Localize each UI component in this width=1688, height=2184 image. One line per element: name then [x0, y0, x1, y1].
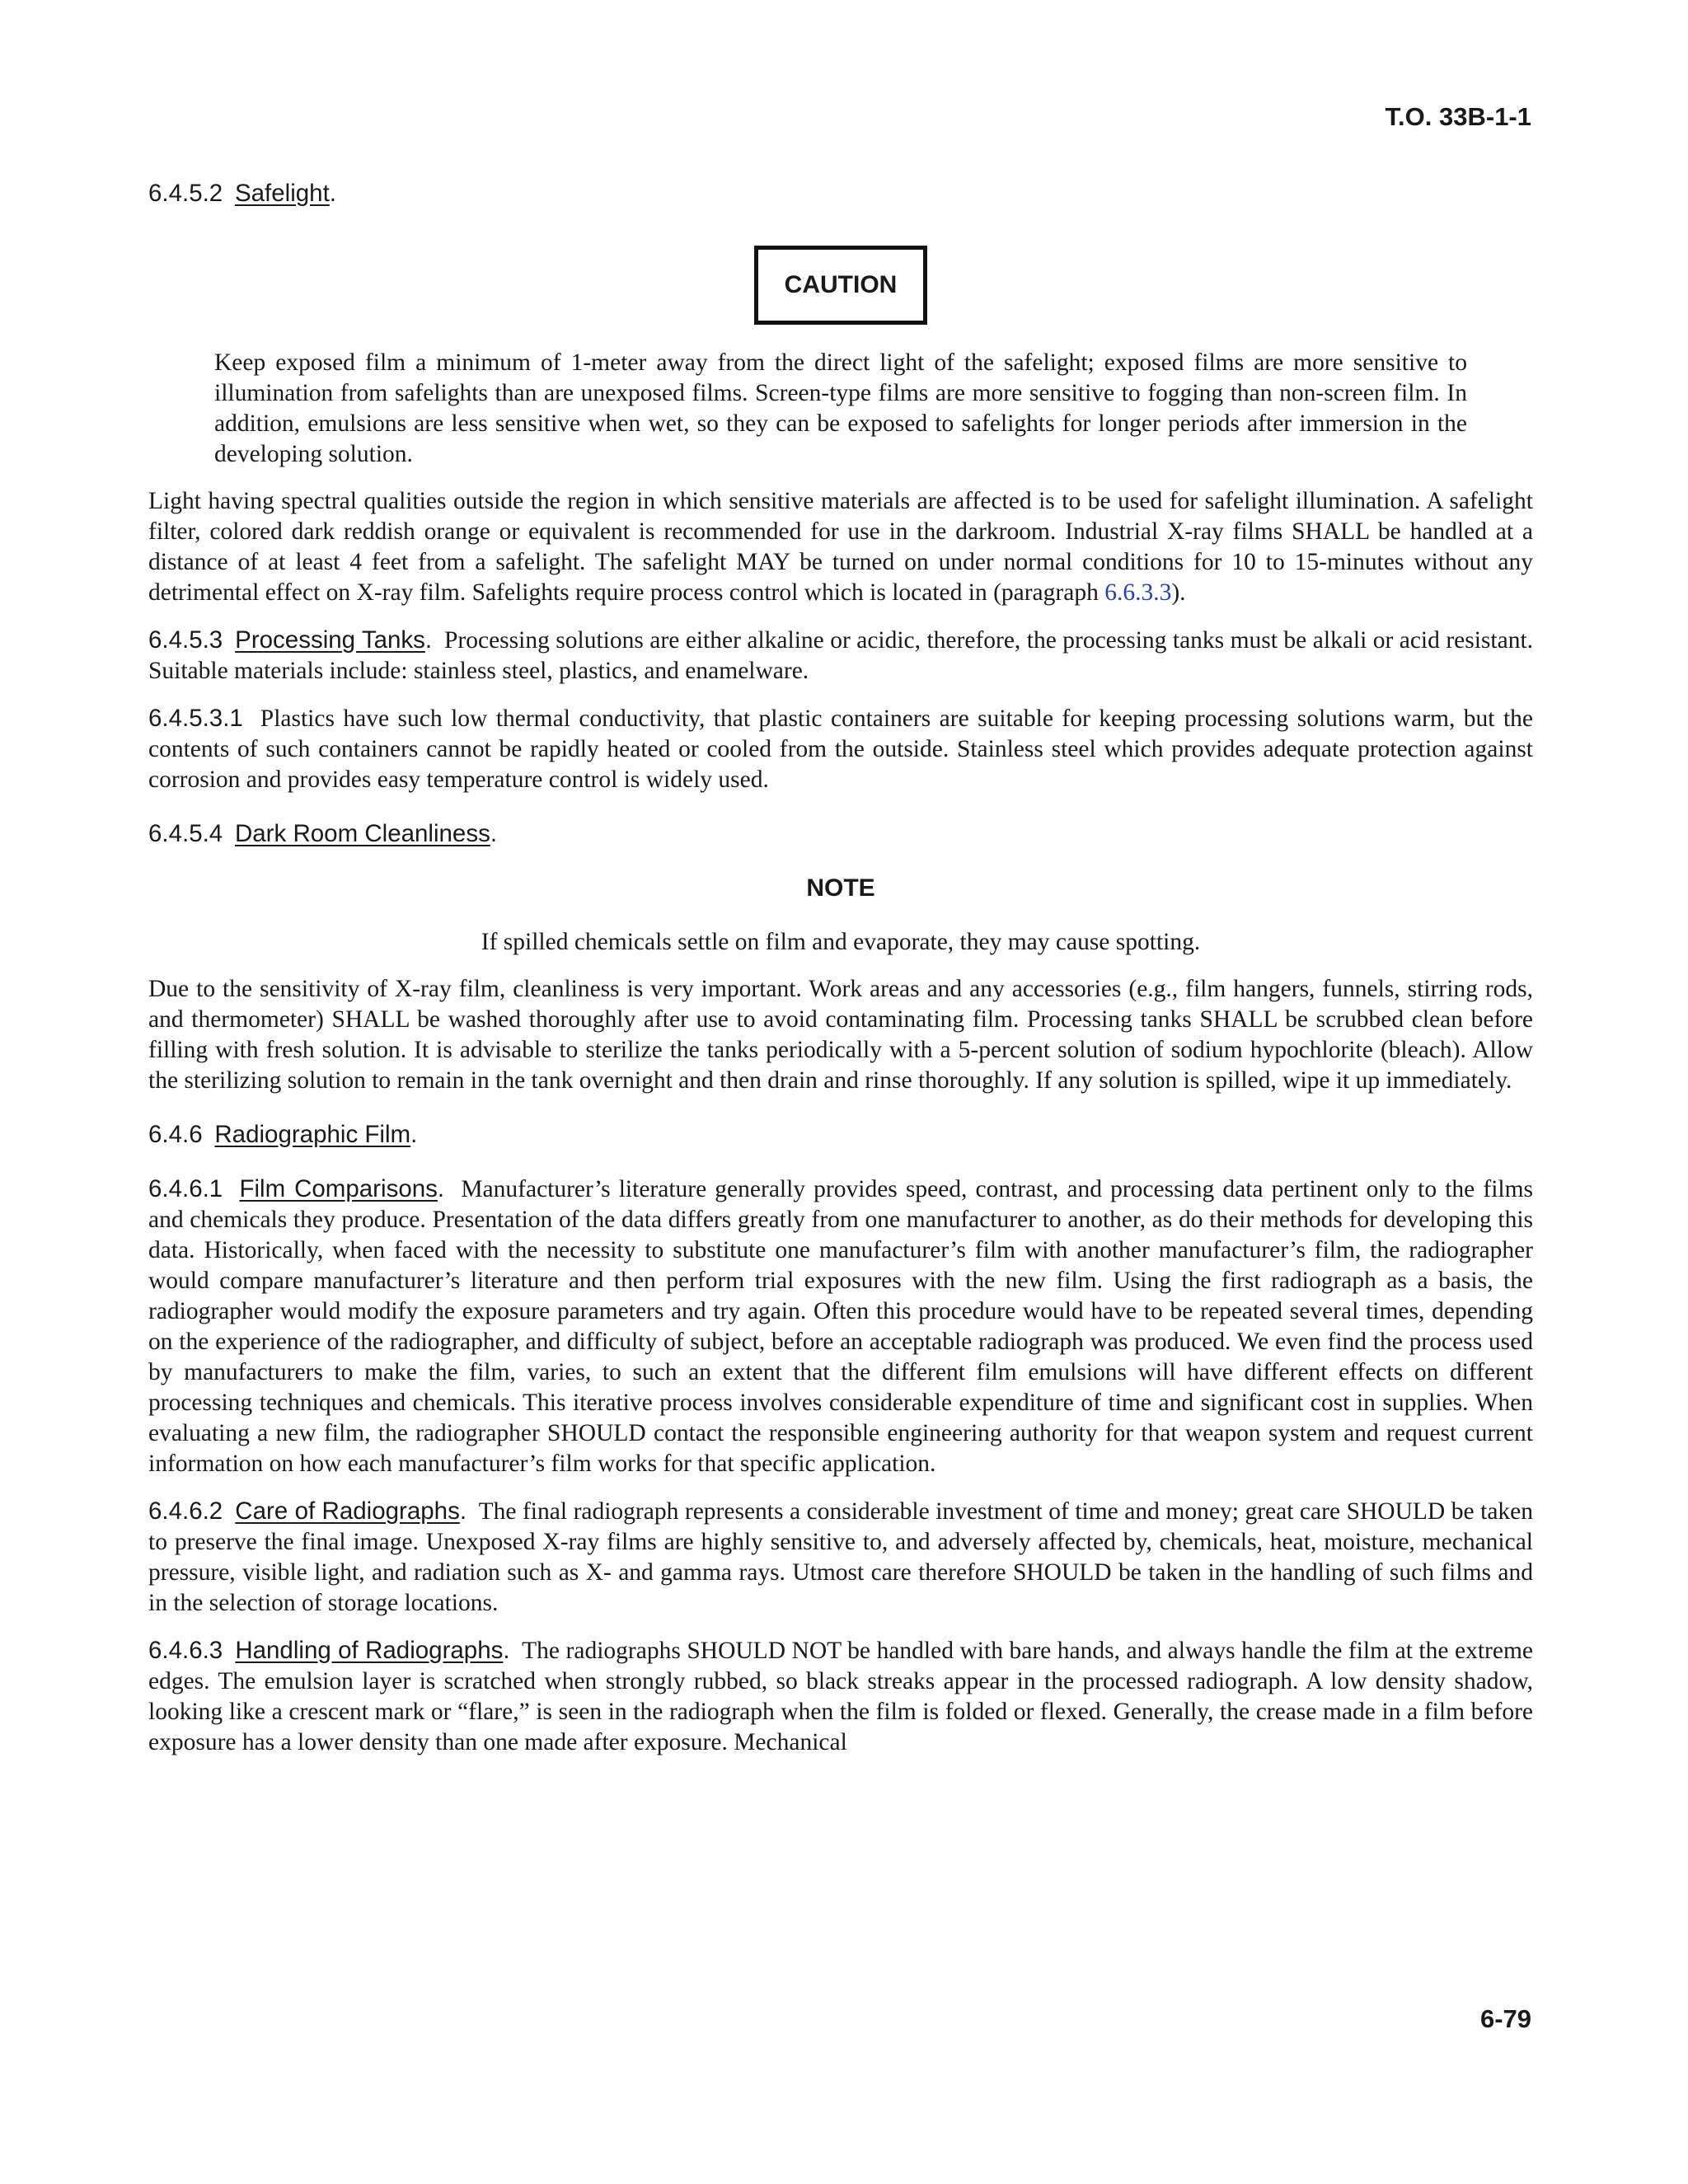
section-title-period: .	[490, 820, 498, 847]
page-content	[148, 178, 1533, 1758]
section-number: 6.4.5.2	[148, 180, 223, 207]
section-heading-646	[148, 1119, 1533, 1151]
section-title-period: .	[459, 1497, 467, 1525]
document-id: T.O. 33B-1-1	[1385, 102, 1531, 131]
section-body: Processing solutions are either alkaline or acidic, therefore, the processing tanks must be alkali or acid resistant. Suitable materials include: stainless steel, plastics, and enamelware.	[148, 627, 1534, 684]
section-6463	[148, 1635, 1533, 1758]
safelight-text-end: ).	[1171, 579, 1186, 606]
section-body: The radiographs SHOULD NOT be handled with bare hands, and always handle the film at the extreme edges. The emulsion layer is scratched when strongly rubbed, so black streaks appear in the processed radiograph. A low density shadow, looking like a crescent mark or “flare,” is seen in the radiograph when the film is folded or flexed. Generally, the crease made in a film before exposure has a lower density than one made after exposure. Mechanical	[148, 1638, 1534, 1755]
safelight-text: Light having spectral qualities outside the region in which sensitive materials are affected is to be used for safelight illumination. A safelight filter, colored dark reddish orange or equivalent is recommended for use in the darkroom. Industrial X-ray films SHALL be handled at a distance of at least 4 feet from a safelight. The safelight MAY be turned on under normal conditions for 10 to 15-minutes without any detrimental effect on X-ray film. Safelights require process control which is located in (paragraph	[148, 488, 1533, 606]
section-number: 6.4.5.4	[148, 820, 223, 847]
section-title: Dark Room Cleanliness	[234, 820, 490, 847]
section-number: 6.4.5.3.1	[148, 705, 243, 732]
section-title: Processing Tanks	[235, 626, 425, 654]
section-body: Plastics have such low thermal conductivity, that plastic containers are suitable for keeping processing solutions warm, but the contents of such containers cannot be rapidly heated or cooled from the outside. Stainless steel which provides adequate protection against corrosion and provides easy temperature control is widely used.	[148, 705, 1533, 793]
section-heading-6454	[148, 818, 1533, 850]
section-title: Handling of Radiographs	[235, 1637, 504, 1664]
section-number: 6.4.6.3	[148, 1637, 223, 1664]
section-title-period: .	[503, 1637, 510, 1664]
section-title-period: .	[410, 1121, 418, 1148]
section-title: Safelight	[234, 180, 330, 207]
section-6462	[148, 1496, 1533, 1619]
section-title-period: .	[424, 626, 433, 654]
section-number: 6.4.6	[148, 1121, 203, 1148]
section-number: 6.4.6.2	[148, 1497, 223, 1525]
section-title: Film Comparisons	[239, 1175, 438, 1202]
section-number: 6.4.5.3	[148, 626, 223, 654]
section-title: Radiographic Film	[214, 1121, 411, 1148]
section-body: Manufacturer’s literature generally provides speed, contrast, and processing data pertinent only to the films and chemicals they produce. Presentation of the data differs greatly from one manufacturer to another, as do their methods for developing this data. Historically, when faced with the necessity to substitute one manufacturer’s film with another manufacturer’s film, the radiographer would compare manufacturer’s literature and then perform trial exposures with the new film. Using the first radiograph as a basis, the radiographer would modify the exposure parameters and try again. Often this procedure would have to be repeated several times, depending on the experience of the radiographer, and difficulty of subject, before an acceptable radiograph was produced. We even find the process used by manufacturers to make the film, varies, to such an extent that the different film emulsions will have different effects on different processing techniques and chemicals. This iterative process involves considerable expenditure of time and significant cost in supplies. When evaluating a new film, the radiographer SHOULD contact the responsible engineering authority for that weapon system and request current information on how each manufacturer’s film works for that specific application.	[148, 1176, 1534, 1477]
section-heading-6452	[148, 178, 1533, 209]
note-text: If spilled chemicals settle on film and evaporate, they may cause spotting.	[481, 929, 1201, 955]
section-body: The final radiograph represents a considerable investment of time and money; great care SHOULD be taken to preserve the final image. Unexposed X-ray films are highly sensitive to, and adversely affected by, chemicals, heat, moisture, mechanical pressure, visible light, and radiation such as X- and gamma rays. Utmost care therefore SHOULD be taken in the handling of such films and in the selection of storage locations.	[148, 1498, 1534, 1616]
note-label: NOTE	[806, 874, 875, 902]
paragraph-link-6633[interactable]: 6.6.3.3	[1104, 579, 1172, 606]
section-title-period: .	[329, 180, 336, 207]
section-6461	[148, 1174, 1533, 1479]
section-title: Care of Radiographs	[235, 1497, 460, 1525]
section-6453	[148, 625, 1533, 687]
section-title-period: .	[437, 1175, 445, 1202]
cleanliness-paragraph: Due to the sensitivity of X-ray film, cleanliness is very important. Work areas and any accessories (e.g., film hangers, funnels, stirring rods, and thermometer) SHALL be washed thoroughly after use to avoid contaminating film. Processing tanks SHALL be scrubbed clean before filling with fresh solution. It is advisable to sterilize the tanks periodically with a 5-percent solution of sodium hypochlorite (bleach). Allow the sterilizing solution to remain in the tank overnight and then drain and rinse thoroughly. If any solution is spilled, wipe it up immediately.	[148, 976, 1533, 1094]
section-number: 6.4.6.1	[148, 1175, 223, 1202]
section-64531	[148, 703, 1533, 795]
caution-text: Keep exposed film a minimum of 1-meter away from the direct light of the safelight; exposed films are more sensitive to illumination from safelights than are unexposed films. Screen-type films are more sensitive to fogging than non-screen film. In addition, emulsions are less sensitive when wet, so they can be exposed to safelights for longer periods after immersion in the developing solution.	[214, 349, 1467, 467]
safelight-paragraph	[148, 486, 1533, 608]
page-number: 6-79	[1479, 2004, 1531, 2033]
caution-label: CAUTION	[754, 246, 927, 325]
